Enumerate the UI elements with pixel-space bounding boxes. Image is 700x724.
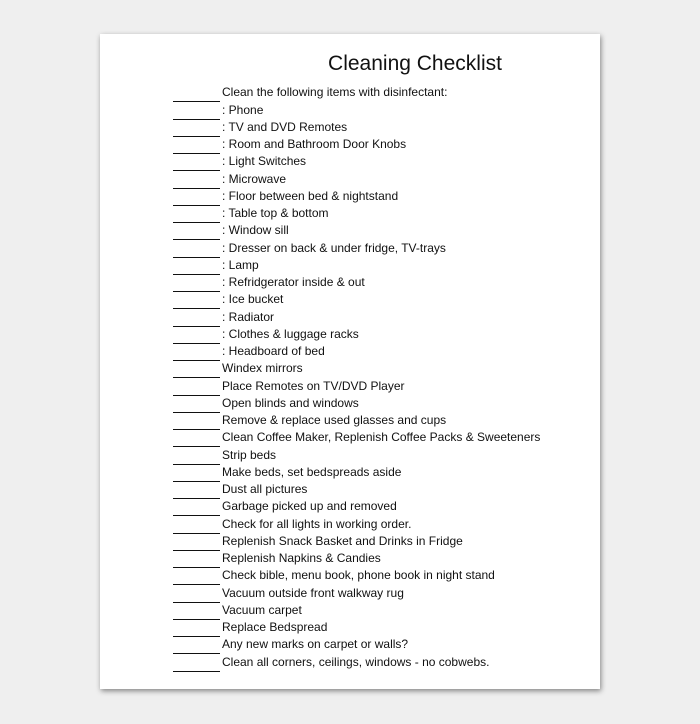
checklist-item	[173, 168, 540, 185]
checklist-item-label: : Floor between bed & nightstand	[222, 188, 399, 203]
checklist-item	[173, 324, 540, 341]
checklist-item	[173, 548, 540, 565]
checklist-item-label: Open blinds and windows	[222, 395, 359, 410]
checklist-item-label: Replace Bedspread	[222, 620, 328, 634]
checkbox-blank-line	[173, 671, 220, 672]
checklist-item-label: Check for all lights in working order.	[222, 516, 412, 531]
checklist-item-label: : Dresser on back & under fridge, TV-trays	[222, 240, 446, 255]
checklist-item	[173, 220, 540, 237]
checklist-item-label: Remove & replace used glasses and cups	[222, 413, 447, 427]
checklist-item-label: Strip beds	[222, 447, 277, 462]
checklist-item-label: Make beds, set bedspreads aside	[222, 464, 402, 479]
checklist-item	[173, 582, 540, 599]
checklist-item-label: Clean the following items with disinfectant:	[222, 85, 448, 100]
checklist-item-label: Windex mirrors	[222, 361, 303, 376]
checklist-item	[173, 289, 540, 306]
checklist-item-label: : Headboard of bed	[222, 344, 325, 358]
checklist-item	[173, 651, 540, 668]
checklist-item-label: Dust all pictures	[222, 482, 308, 496]
checklist-item-label: : Window sill	[222, 223, 289, 238]
checklist-item	[173, 82, 540, 99]
checklist-item-label: Replenish Snack Basket and Drinks in Fridge	[222, 533, 463, 548]
checklist-item-label: Vacuum carpet	[222, 602, 302, 617]
checklist-item	[173, 410, 540, 427]
checklist-item	[173, 117, 540, 134]
checklist-item	[173, 358, 540, 375]
checklist-item	[173, 600, 540, 617]
checklist-item	[173, 479, 540, 496]
checklist-item	[173, 306, 540, 323]
checklist-item-label: Any new marks on carpet or walls?	[222, 637, 409, 652]
checklist-item-label: Check bible, menu book, phone book in night stand	[222, 568, 495, 583]
checklist-item-label: : Phone	[222, 102, 264, 117]
checklist-item-label: Vacuum outside front walkway rug	[222, 585, 404, 600]
checklist-item	[173, 375, 540, 392]
checklist-item	[173, 186, 540, 203]
checklist-item	[173, 617, 540, 634]
checklist-item-label: : Clothes & luggage racks	[222, 326, 359, 341]
checklist-item-label: : Radiator	[222, 309, 275, 324]
checklist-item-label: : Ice bucket	[222, 292, 284, 307]
checklist-item	[173, 203, 540, 220]
checklist-item-label: Clean all corners, ceilings, windows - no cobwebs.	[222, 654, 490, 669]
checklist-item-label: Place Remotes on TV/DVD Player	[222, 378, 405, 393]
checklist-item	[173, 393, 540, 410]
checklist-item	[173, 444, 540, 461]
checklist-item	[173, 513, 540, 530]
checklist-item	[173, 427, 540, 444]
checklist-item-label: : TV and DVD Remotes	[222, 119, 348, 134]
checklist-item-label: Garbage picked up and removed	[222, 499, 397, 514]
checklist-item-label: : Microwave	[222, 171, 287, 186]
checklist-item	[173, 341, 540, 358]
checklist-item	[173, 565, 540, 582]
checklist-item-label: : Lamp	[222, 257, 259, 272]
checklist-item	[173, 99, 540, 116]
checklist-item	[173, 255, 540, 272]
checklist-item	[173, 272, 540, 289]
checklist-item-label: : Table top & bottom	[222, 206, 329, 220]
checklist	[173, 82, 540, 669]
checklist-item	[173, 634, 540, 651]
checklist-item	[173, 496, 540, 513]
checklist-item-label: : Light Switches	[222, 154, 307, 169]
page-title: Cleaning Checklist	[328, 52, 502, 75]
checklist-item	[173, 151, 540, 168]
checklist-item	[173, 237, 540, 254]
checklist-item	[173, 462, 540, 479]
document-page	[100, 34, 600, 689]
checklist-item-label: Clean Coffee Maker, Replenish Coffee Packs & Sweeteners	[222, 430, 541, 445]
checklist-item-label: : Room and Bathroom Door Knobs	[222, 137, 407, 151]
checklist-item	[173, 134, 540, 151]
checklist-item	[173, 531, 540, 548]
checklist-item-label: : Refridgerator inside & out	[222, 275, 365, 289]
checklist-item-label: Replenish Napkins & Candies	[222, 551, 381, 565]
